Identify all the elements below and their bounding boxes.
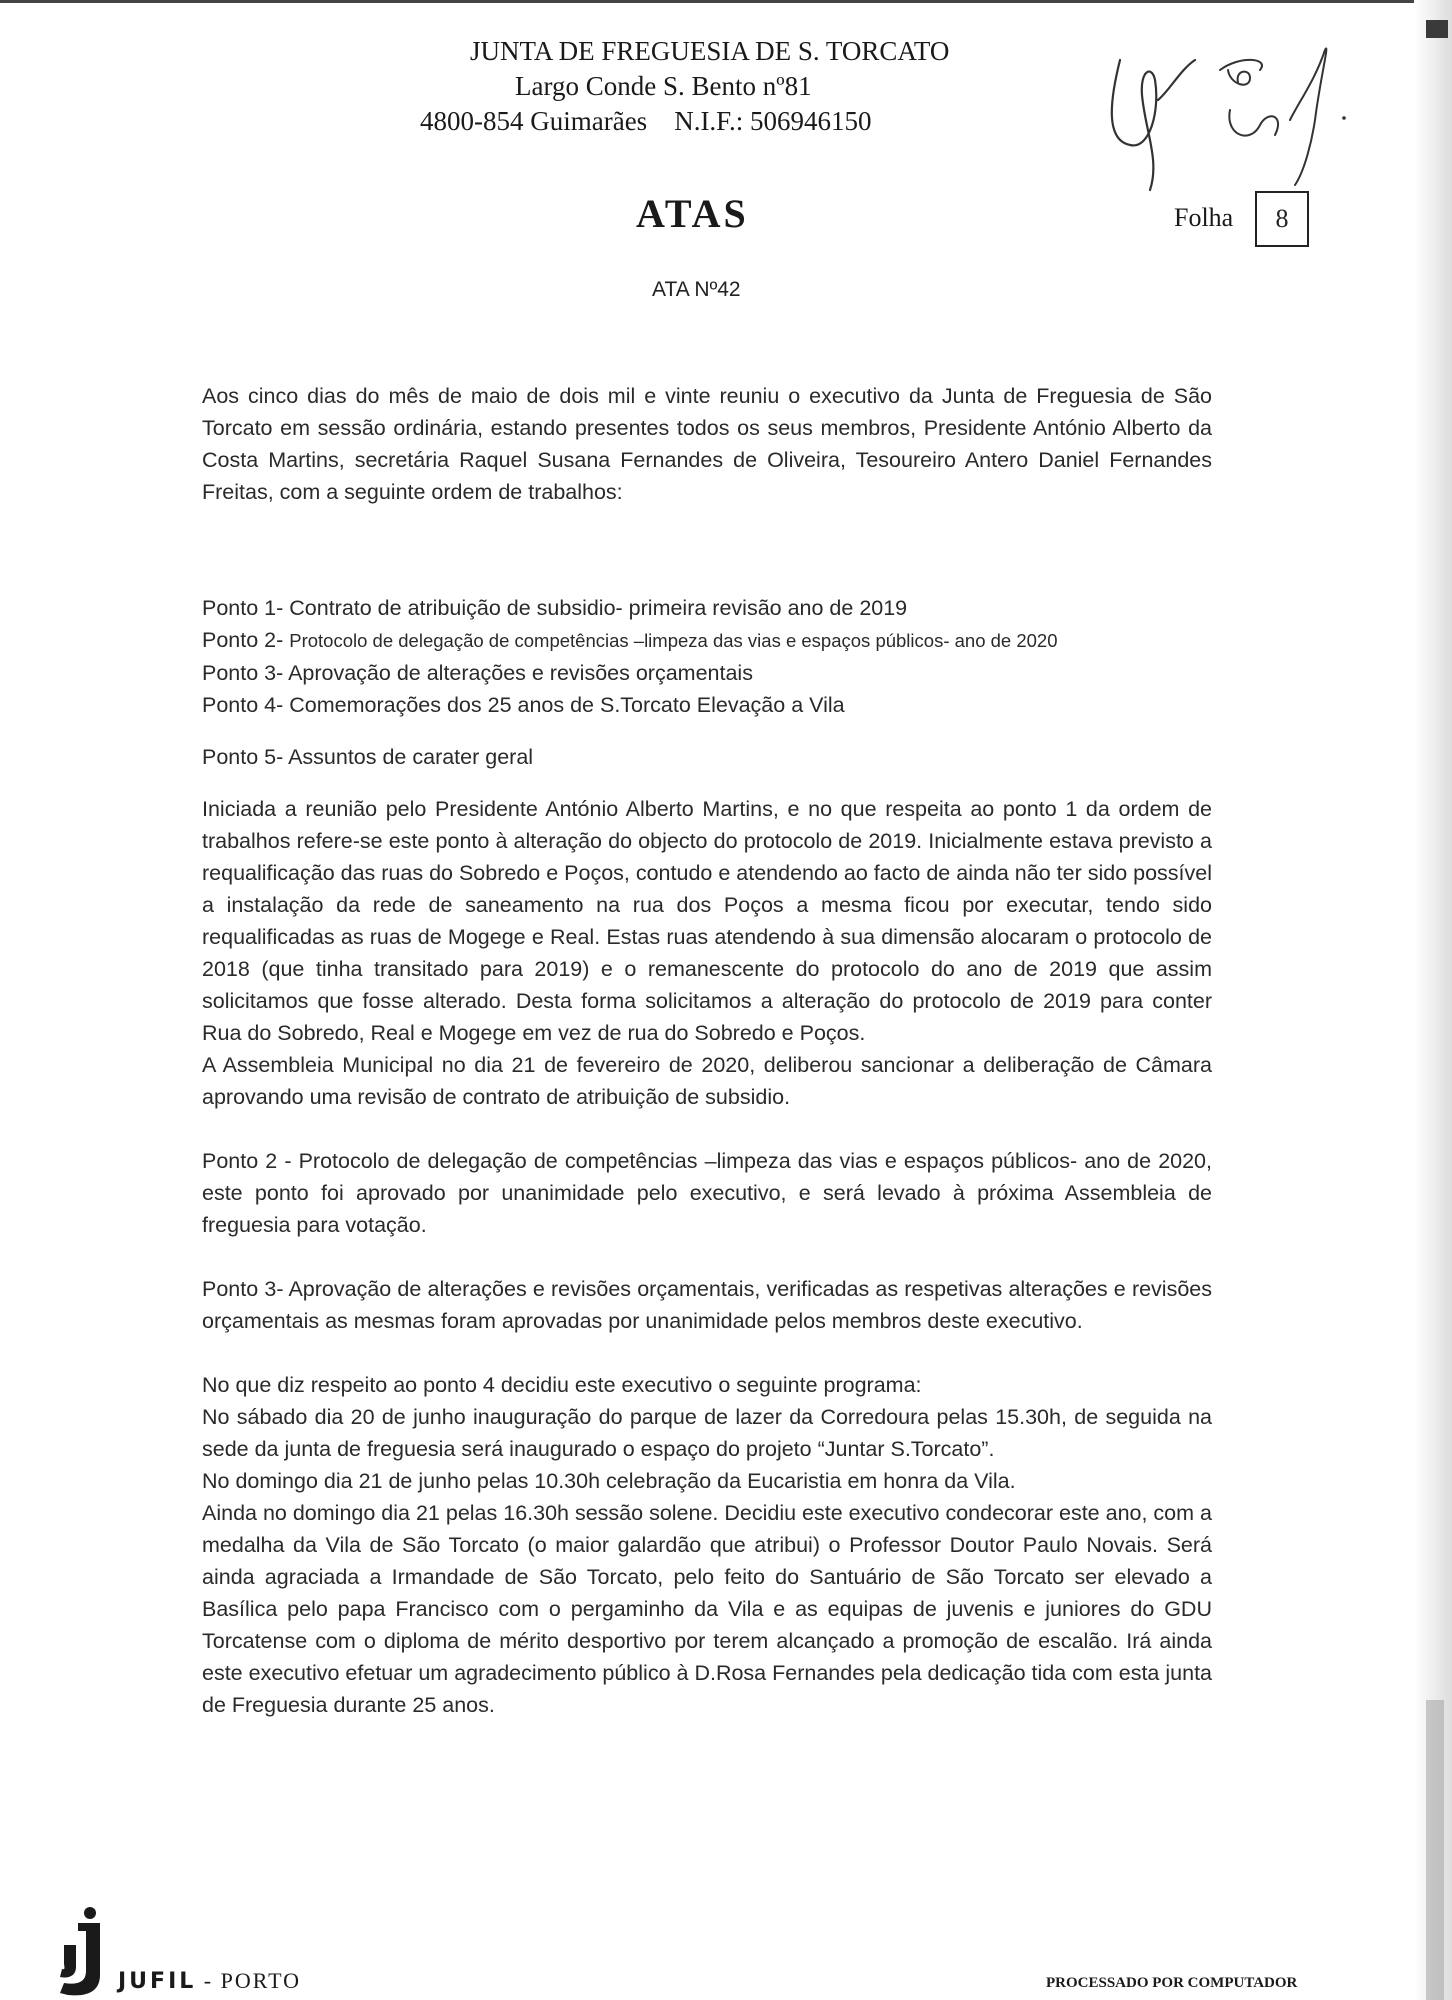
letterhead-city-nif: 4800-854 Guimarães N.I.F.: 506946150: [420, 106, 872, 136]
scan-shadow: [1426, 1700, 1444, 2000]
handwritten-signatures: [1100, 40, 1360, 230]
minutes-body: [202, 380, 1212, 1721]
minutes-number: ATA Nº42: [652, 278, 741, 301]
sessao-paragraph: Ainda no domingo dia 21 pelas 16.30h sessão solene. Decidiu este executivo condecorar este ano, com a medalha da Vila de São Torcato (o maior galardão que atribui) o Professor Doutor Paulo Novais. Será ainda agraciada a Irmandade de São Torcato, pelo feito do Santuário de São Torcato ser elevado a Basílica pelo papa Francisco com o pergaminho da Vila e as equipas de juvenis e juniores do GDU Torcatense com o diploma de mérito desportivo por terem alcançado a promoção de escalão. Irá ainda este executivo efetuar um agradecimento público à D.Rosa Fernandes pela dedicação tida com esta junta de Freguesia durante 25 anos.: [202, 1501, 1212, 1717]
footer-city: - PORTO: [196, 1968, 302, 1993]
footer-processed: PROCESSADO POR COMPUTADOR: [1046, 1975, 1298, 1991]
ponto2-paragraph: Ponto 2 - Protocolo de delegação de competências –limpeza das vias e espaços públicos- ano de 2020, este ponto foi aprovado por unanimidade pelo executivo, e será levado à próxima Assembleia de freguesia para votação.: [202, 1149, 1212, 1237]
sheet-number: 8: [1255, 191, 1309, 247]
sabado-paragraph: No sábado dia 20 de junho inauguração do parque de lazer da Corredoura pelas 15.30h, de seguida na sede da junta de freguesia será inaugurado o espaço do projeto “Juntar S.Torcato”.: [202, 1405, 1212, 1461]
page-title: ATAS: [636, 191, 749, 236]
agenda-item-5: Ponto 5- Assuntos de carater geral: [202, 745, 534, 769]
footer-brand: [118, 1968, 301, 1994]
ponto3-paragraph: Ponto 3- Aprovação de alterações e revisões orçamentais, verificadas as respetivas alterações e revisões orçamentais as mesmas foram aprovadas por unanimidade pelos membros deste executivo.: [202, 1277, 1212, 1333]
jufil-logo-icon: [50, 1905, 120, 1997]
letterhead-name: JUNTA DE FREGUESIA DE S. TORCATO: [470, 36, 950, 66]
page-top-edge: [0, 0, 1452, 3]
agenda-item-2-text: Protocolo de delegação de competências –limpeza das vias e espaços públicos- ano de 2020: [289, 630, 1058, 651]
page-right-edge: [1414, 0, 1452, 2000]
agenda-item-2: [202, 624, 1212, 657]
domingo-paragraph: No domingo dia 21 de junho pelas 10.30h celebração da Eucaristia em honra da Vila.: [202, 1469, 1016, 1493]
ponto4-intro: No que diz respeito ao ponto 4 decidiu este executivo o seguinte programa:: [202, 1373, 922, 1397]
sheet-label: Folha: [1174, 203, 1234, 232]
letterhead-address: Largo Conde S. Bento nº81: [515, 71, 812, 101]
ponto1-paragraph: Iniciada a reunião pelo Presidente António Alberto Martins, e no que respeita ao ponto 1 da ordem de trabalhos refere-se este ponto à alteração do objecto do protocolo de 2019. Inicialmente estava previsto a requalificação das ruas do Sobredo e Poços, contudo e atendendo ao facto de ainda não ter sido possível a instalação da rede de saneamento na rua dos Poços a mesma ficou por executar, tendo sido requalificadas as ruas de Mogege e Real. Estas ruas atendendo à sua dimensão alocaram o protocolo de 2018 (que tinha transitado para 2019) e o remanescente do protocolo do ano de 2019 que assim solicitamos que fosse alterado. Desta forma solicitamos a alteração do protocolo de 2019 para conter Rua do Sobredo, Real e Mogege em vez de rua do Sobredo e Poços.: [202, 797, 1213, 1045]
agenda-item-1: Ponto 1- Contrato de atribuição de subsidio- primeira revisão ano de 2019: [202, 596, 908, 620]
assembleia-paragraph: A Assembleia Municipal no dia 21 de fevereiro de 2020, deliberou sancionar a deliberação de Câmara aprovando uma revisão de contrato de atribuição de subsidio.: [202, 1053, 1212, 1109]
intro-paragraph: Aos cinco dias do mês de maio de dois mil e vinte reuniu o executivo da Junta de Freguesia de São Torcato em sessão ordinária, estando presentes todos os seus membros, Presidente António Alberto da Costa Martins, secretária Raquel Susana Fernandes de Oliveira, Tesoureiro Antero Daniel Fernandes Freitas, com a seguinte ordem de trabalhos:: [202, 384, 1212, 504]
letterhead: [370, 34, 990, 139]
scan-mark: [1426, 20, 1448, 38]
footer-brand-name: JUFIL: [118, 1969, 197, 1994]
agenda-item-4: Ponto 4- Comemorações dos 25 anos de S.Torcato Elevação a Vila: [202, 693, 845, 717]
agenda-item-2-prefix: Ponto 2-: [202, 628, 290, 652]
agenda-item-3: Ponto 3- Aprovação de alterações e revisões orçamentais: [202, 661, 753, 685]
